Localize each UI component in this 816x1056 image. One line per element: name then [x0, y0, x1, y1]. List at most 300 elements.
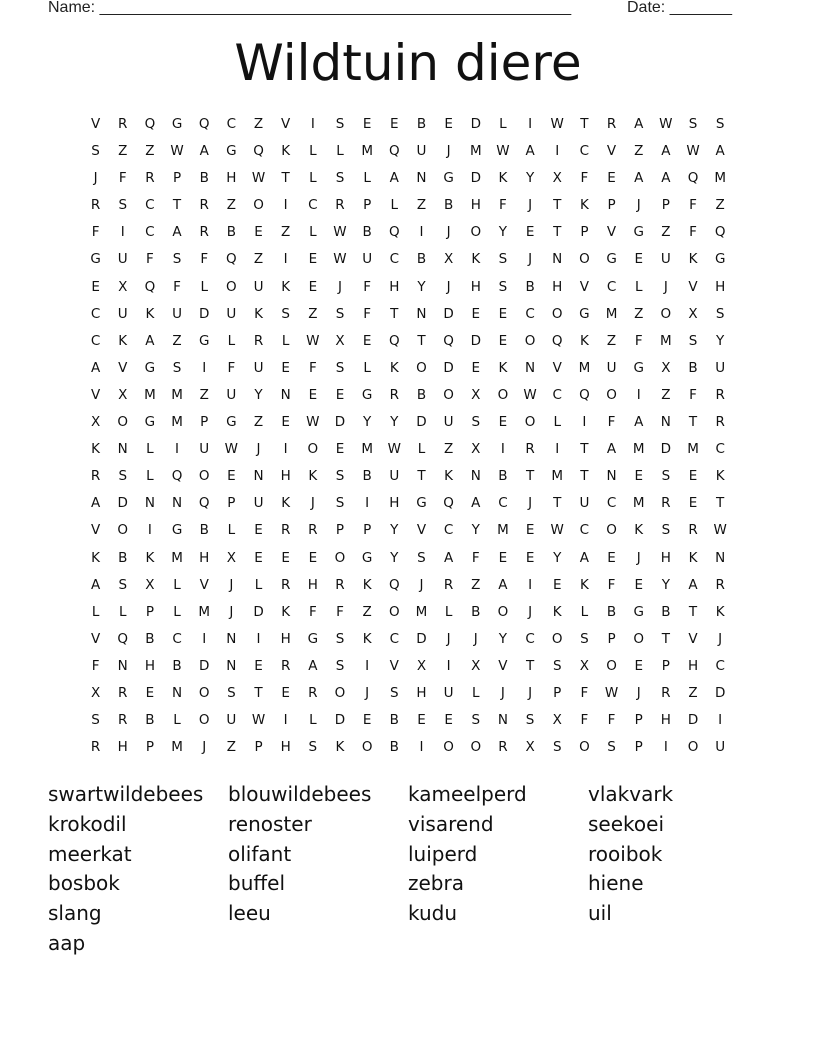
grid-letter: X — [416, 657, 427, 674]
grid-letter: Z — [471, 576, 481, 593]
grid-letter: E — [498, 549, 508, 566]
grid-letter: T — [716, 495, 725, 512]
grid-letter: K — [715, 603, 725, 620]
word-list-item: seekoei — [588, 811, 664, 836]
grid-letter: L — [309, 143, 317, 160]
grid-letter: K — [715, 468, 725, 485]
grid-letter: L — [173, 576, 181, 593]
grid-letter: C — [525, 630, 535, 647]
grid-letter: S — [688, 116, 698, 132]
grid-letter: T — [525, 657, 535, 674]
grid-letter: G — [144, 414, 156, 431]
grid-letter: G — [226, 414, 237, 431]
grid-letter: P — [607, 197, 616, 214]
grid-letter: K — [579, 197, 589, 214]
grid-letter: W — [170, 143, 184, 160]
grid-letter: C — [226, 116, 237, 132]
word-list-item: olifant — [228, 841, 292, 866]
grid-letter: U — [172, 305, 182, 322]
grid-letter: N — [416, 170, 427, 187]
grid-letter: G — [198, 332, 210, 349]
grid-letter: K — [308, 468, 318, 485]
grid-letter: K — [254, 305, 263, 322]
grid-letter: K — [281, 278, 291, 295]
grid-letter: W — [550, 116, 564, 132]
grid-letter: T — [661, 630, 670, 647]
grid-letter: W — [604, 684, 619, 701]
grid-letter: Z — [281, 224, 291, 241]
grid-letter: B — [172, 657, 182, 674]
grid-letter: W — [686, 143, 700, 160]
grid-letter: K — [444, 468, 454, 485]
grid-letter: P — [580, 224, 589, 241]
grid-letter: I — [636, 386, 641, 403]
grid-letter: Z — [661, 386, 671, 403]
grid-letter: I — [718, 712, 723, 729]
grid-letter: F — [580, 712, 589, 729]
word-list-item: kudu — [408, 901, 458, 926]
grid-letter: F — [580, 684, 589, 701]
grid-letter: Q — [388, 224, 400, 241]
grid-letter: D — [687, 712, 699, 729]
grid-row — [82, 355, 734, 382]
grid-letter: T — [417, 468, 426, 485]
grid-letter: E — [227, 468, 236, 485]
grid-letter: I — [120, 224, 125, 241]
grid-letter: O — [334, 549, 346, 566]
grid-letter: H — [470, 278, 481, 295]
grid-letter: E — [254, 522, 263, 539]
grid-letter: K — [118, 332, 128, 349]
grid-letter: Z — [172, 332, 182, 349]
grid-letter: R — [118, 712, 128, 729]
word-list-item: visarend — [408, 811, 494, 836]
grid-letter: E — [525, 522, 535, 539]
grid-letter: G — [361, 386, 373, 403]
grid-letter: H — [226, 170, 237, 187]
grid-letter: N — [117, 441, 128, 458]
grid-letter: M — [171, 414, 183, 431]
grid-letter: R — [118, 684, 128, 701]
grid-letter: S — [281, 305, 290, 322]
word-list-item: kameelperd — [408, 782, 527, 806]
grid-letter: Z — [308, 305, 318, 322]
grid-letter: Y — [390, 522, 399, 539]
grid-letter: D — [416, 414, 427, 431]
grid-letter: I — [283, 251, 288, 268]
grid-letter: L — [173, 603, 181, 620]
grid-letter: I — [446, 657, 451, 674]
grid-letter: O — [198, 684, 210, 701]
name-field-label: Name: _____________________________________________________ — [48, 0, 572, 16]
grid-letter: M — [171, 549, 183, 566]
grid-letter: K — [145, 305, 155, 322]
grid-letter: J — [636, 549, 641, 566]
grid-letter: I — [555, 143, 560, 160]
grid-letter: U — [579, 495, 590, 512]
grid-letter: O — [198, 468, 210, 485]
grid-letter: O — [524, 414, 536, 431]
word-list-item: rooibok — [588, 841, 663, 866]
grid-letter: S — [227, 684, 236, 701]
grid-letter: S — [335, 170, 345, 187]
grid-letter: S — [91, 143, 100, 160]
grid-letter: P — [145, 739, 154, 756]
grid-letter: R — [661, 495, 671, 512]
grid-letter: X — [443, 251, 454, 268]
grid-letter: O — [117, 414, 129, 431]
grid-letter: S — [335, 305, 345, 322]
word-list-item: uil — [588, 901, 612, 926]
grid-letter: D — [714, 684, 726, 701]
grid-letter: M — [632, 441, 645, 458]
grid-letter: J — [528, 603, 533, 620]
word-list-item: hiene — [588, 871, 644, 896]
grid-letter: S — [335, 657, 345, 674]
grid-letter: B — [389, 712, 399, 729]
grid-letter: K — [498, 170, 508, 187]
grid-letter: F — [200, 251, 209, 268]
grid-letter: K — [688, 549, 698, 566]
grid-letter: U — [715, 359, 726, 376]
grid-letter: V — [579, 278, 590, 295]
grid-letter: R — [280, 576, 291, 593]
grid-letter: H — [280, 630, 291, 647]
grid-letter: B — [389, 739, 399, 756]
grid-letter: J — [528, 251, 533, 268]
grid-letter: U — [443, 684, 454, 701]
grid-letter: L — [309, 224, 317, 241]
grid-letter: Z — [416, 197, 427, 214]
grid-letter: J — [446, 630, 451, 647]
grid-letter: D — [334, 414, 346, 431]
grid-letter: W — [550, 522, 564, 539]
grid-letter: F — [91, 657, 100, 674]
grid-letter: Z — [253, 251, 264, 268]
grid-letter: A — [634, 414, 644, 431]
grid-letter: Y — [525, 170, 535, 187]
grid-letter: W — [224, 441, 239, 458]
grid-letter: K — [552, 603, 562, 620]
grid-letter: E — [444, 712, 453, 729]
grid-letter: E — [471, 359, 481, 376]
grid-letter: X — [471, 657, 481, 674]
grid-letter: X — [552, 712, 562, 729]
grid-letter: R — [715, 414, 725, 431]
grid-letter: Q — [198, 495, 210, 512]
grid-letter: L — [499, 116, 507, 132]
grid-letter: R — [606, 116, 617, 132]
grid-letter: P — [200, 414, 209, 431]
grid-letter: B — [145, 712, 155, 729]
grid-letter: M — [605, 305, 618, 322]
grid-letter: O — [524, 332, 536, 349]
grid-letter: H — [416, 684, 427, 701]
grid-letter: J — [500, 684, 505, 701]
grid-letter: N — [117, 657, 128, 674]
grid-letter: N — [660, 414, 671, 431]
grid-letter: Z — [634, 305, 644, 322]
grid-letter: D — [470, 170, 481, 187]
grid-letter: E — [498, 332, 508, 349]
grid-letter: K — [389, 359, 399, 376]
grid-letter: N — [226, 630, 237, 647]
grid-letter: O — [253, 197, 264, 214]
grid-letter: I — [528, 576, 533, 593]
grid-letter: L — [553, 414, 561, 431]
grid-letter: J — [229, 576, 234, 593]
grid-letter: C — [606, 495, 617, 512]
grid-letter: M — [687, 441, 699, 458]
grid-letter: B — [199, 522, 209, 539]
grid-letter: O — [687, 739, 699, 756]
grid-letter: U — [443, 414, 454, 431]
grid-letter: Z — [226, 197, 236, 214]
grid-letter: Q — [388, 576, 400, 593]
grid-letter: E — [498, 414, 508, 431]
grid-letter: U — [117, 305, 128, 322]
grid-letter: F — [689, 386, 697, 403]
grid-letter: K — [579, 576, 589, 593]
grid-letter: O — [388, 603, 400, 620]
grid-letter: A — [579, 549, 590, 566]
grid-letter: E — [498, 305, 508, 322]
grid-letter: Q — [388, 332, 400, 349]
grid-letter: A — [634, 116, 644, 132]
grid-letter: S — [715, 305, 725, 322]
grid-letter: G — [606, 251, 617, 268]
grid-letter: B — [118, 549, 128, 566]
grid-letter: R — [498, 739, 508, 756]
grid-letter: J — [446, 224, 451, 241]
grid-letter: I — [500, 441, 505, 458]
grid-letter: S — [525, 712, 535, 729]
grid-letter: L — [173, 712, 181, 729]
grid-letter: M — [198, 603, 211, 620]
grid-letter: U — [362, 251, 373, 268]
grid-letter: E — [688, 468, 698, 485]
grid-letter: E — [362, 332, 372, 349]
grid-letter: V — [118, 359, 128, 376]
grid-letter: C — [145, 224, 155, 241]
grid-letter: L — [227, 522, 236, 539]
grid-letter: D — [416, 630, 427, 647]
grid-letter: K — [362, 630, 372, 647]
grid-letter: B — [443, 197, 454, 214]
grid-letter: Q — [551, 332, 563, 349]
grid-letter: R — [389, 386, 399, 403]
grid-row — [82, 653, 734, 680]
grid-letter: U — [606, 359, 617, 376]
grid-letter: I — [283, 197, 288, 214]
grid-letter: E — [390, 116, 399, 132]
grid-letter: Q — [117, 630, 129, 647]
grid-letter: A — [606, 441, 617, 458]
grid-letter: F — [499, 197, 507, 214]
grid-letter: O — [633, 630, 645, 647]
grid-letter: H — [715, 278, 726, 295]
grid-letter: W — [333, 224, 347, 241]
grid-letter: W — [659, 116, 673, 132]
grid-letter: S — [715, 116, 725, 132]
grid-letter: Z — [443, 441, 454, 458]
grid-letter: S — [390, 684, 399, 701]
word-list-item: leeu — [228, 901, 271, 926]
grid-letter: A — [199, 143, 209, 160]
grid-letter: N — [253, 468, 264, 485]
grid-letter: P — [553, 684, 562, 701]
grid-letter: O — [198, 712, 210, 729]
grid-letter: U — [253, 495, 264, 512]
grid-letter: F — [363, 278, 372, 295]
grid-letter: L — [227, 332, 236, 349]
grid-letter: Z — [688, 684, 698, 701]
grid-letter: G — [714, 251, 726, 268]
grid-letter: S — [335, 630, 345, 647]
grid-letter: Z — [362, 603, 372, 620]
grid-letter: V — [90, 630, 101, 647]
grid-letter: Z — [606, 332, 617, 349]
grid-letter: K — [145, 549, 155, 566]
grid-letter: T — [553, 495, 562, 512]
grid-letter: L — [363, 170, 371, 187]
grid-letter: P — [363, 522, 372, 539]
grid-letter: E — [634, 576, 643, 593]
grid-row — [82, 192, 734, 219]
grid-letter: S — [91, 712, 100, 729]
grid-letter: R — [145, 170, 155, 187]
grid-letter: F — [308, 603, 317, 620]
grid-letter: C — [389, 630, 400, 647]
grid-letter: U — [253, 359, 264, 376]
grid-row — [82, 599, 734, 626]
grid-letter: I — [202, 359, 207, 376]
grid-letter: B — [226, 224, 236, 241]
grid-letter: I — [528, 116, 533, 132]
grid-letter: B — [498, 468, 508, 485]
grid-letter: J — [718, 630, 723, 647]
grid-letter: D — [470, 332, 481, 349]
grid-letter: C — [172, 630, 182, 647]
grid-letter: O — [551, 305, 563, 322]
grid-letter: G — [633, 224, 644, 241]
grid-letter: S — [335, 359, 345, 376]
grid-letter: F — [607, 576, 616, 593]
grid-row — [82, 274, 734, 301]
grid-letter: S — [498, 251, 508, 268]
grid-letter: H — [660, 549, 671, 566]
grid-letter: J — [636, 684, 641, 701]
grid-letter: A — [715, 143, 725, 160]
grid-letter: A — [90, 576, 101, 593]
grid-letter: S — [661, 522, 671, 539]
grid-letter: L — [634, 278, 643, 295]
grid-letter: G — [361, 549, 373, 566]
grid-letter: S — [172, 359, 182, 376]
grid-letter: I — [202, 630, 207, 647]
grid-letter: Q — [579, 386, 590, 403]
grid-letter: W — [713, 522, 727, 539]
grid-letter: J — [446, 278, 451, 295]
grid-letter: F — [471, 549, 480, 566]
grid-letter: H — [280, 468, 291, 485]
grid-letter: T — [390, 305, 399, 322]
grid-letter: X — [661, 359, 671, 376]
grid-letter: E — [417, 712, 426, 729]
grid-row — [82, 138, 734, 165]
grid-letter: O — [470, 224, 482, 241]
grid-letter: W — [251, 170, 266, 187]
date-field-label: Date: _______ — [627, 0, 732, 16]
word-list-item: zebra — [408, 871, 464, 896]
grid-letter: O — [660, 305, 672, 322]
grid-letter: P — [634, 739, 643, 756]
grid-letter: I — [419, 739, 424, 756]
grid-letter: R — [308, 522, 318, 539]
grid-letter: J — [337, 278, 342, 295]
grid-letter: M — [171, 739, 183, 756]
grid-row — [82, 463, 734, 490]
grid-letter: Y — [498, 630, 508, 647]
grid-letter: V — [199, 576, 209, 593]
grid-letter: M — [361, 143, 373, 160]
grid-letter: V — [606, 143, 617, 160]
grid-letter: C — [552, 386, 562, 403]
grid-letter: W — [251, 712, 266, 729]
grid-letter: R — [443, 576, 454, 593]
grid-letter: V — [688, 630, 698, 647]
grid-letter: U — [660, 251, 671, 268]
grid-letter: R — [280, 522, 291, 539]
grid-letter: I — [365, 657, 370, 674]
grid-letter: C — [525, 305, 535, 322]
grid-letter: E — [634, 251, 643, 268]
grid-letter: D — [199, 657, 210, 674]
grid-letter: R — [688, 522, 698, 539]
grid-letter: Q — [226, 251, 237, 268]
grid-letter: M — [415, 603, 428, 620]
grid-letter: O — [606, 386, 617, 403]
grid-letter: E — [254, 549, 263, 566]
grid-letter: P — [363, 197, 372, 214]
grid-letter: H — [470, 197, 481, 214]
grid-letter: R — [90, 468, 101, 485]
grid-letter: I — [283, 712, 288, 729]
grid-letter: S — [688, 332, 698, 349]
grid-letter: K — [688, 251, 698, 268]
grid-letter: Y — [716, 332, 725, 349]
grid-letter: K — [579, 332, 589, 349]
grid-letter: G — [416, 495, 427, 512]
grid-letter: P — [607, 630, 616, 647]
grid-row — [82, 436, 734, 463]
grid-letter: Q — [144, 116, 156, 132]
grid-letter: D — [443, 305, 454, 322]
grid-letter: F — [91, 224, 100, 241]
grid-letter: W — [306, 414, 320, 431]
grid-letter: O — [497, 386, 509, 403]
grid-letter: V — [606, 224, 617, 241]
grid-letter: M — [660, 332, 672, 349]
grid-letter: X — [525, 739, 535, 756]
grid-letter: I — [147, 522, 152, 539]
grid-row — [82, 517, 734, 544]
grid-row — [82, 626, 734, 653]
grid-letter: C — [579, 143, 590, 160]
page-title: Wildtuin diere — [234, 34, 582, 92]
grid-letter: X — [145, 576, 155, 593]
grid-letter: B — [661, 603, 671, 620]
